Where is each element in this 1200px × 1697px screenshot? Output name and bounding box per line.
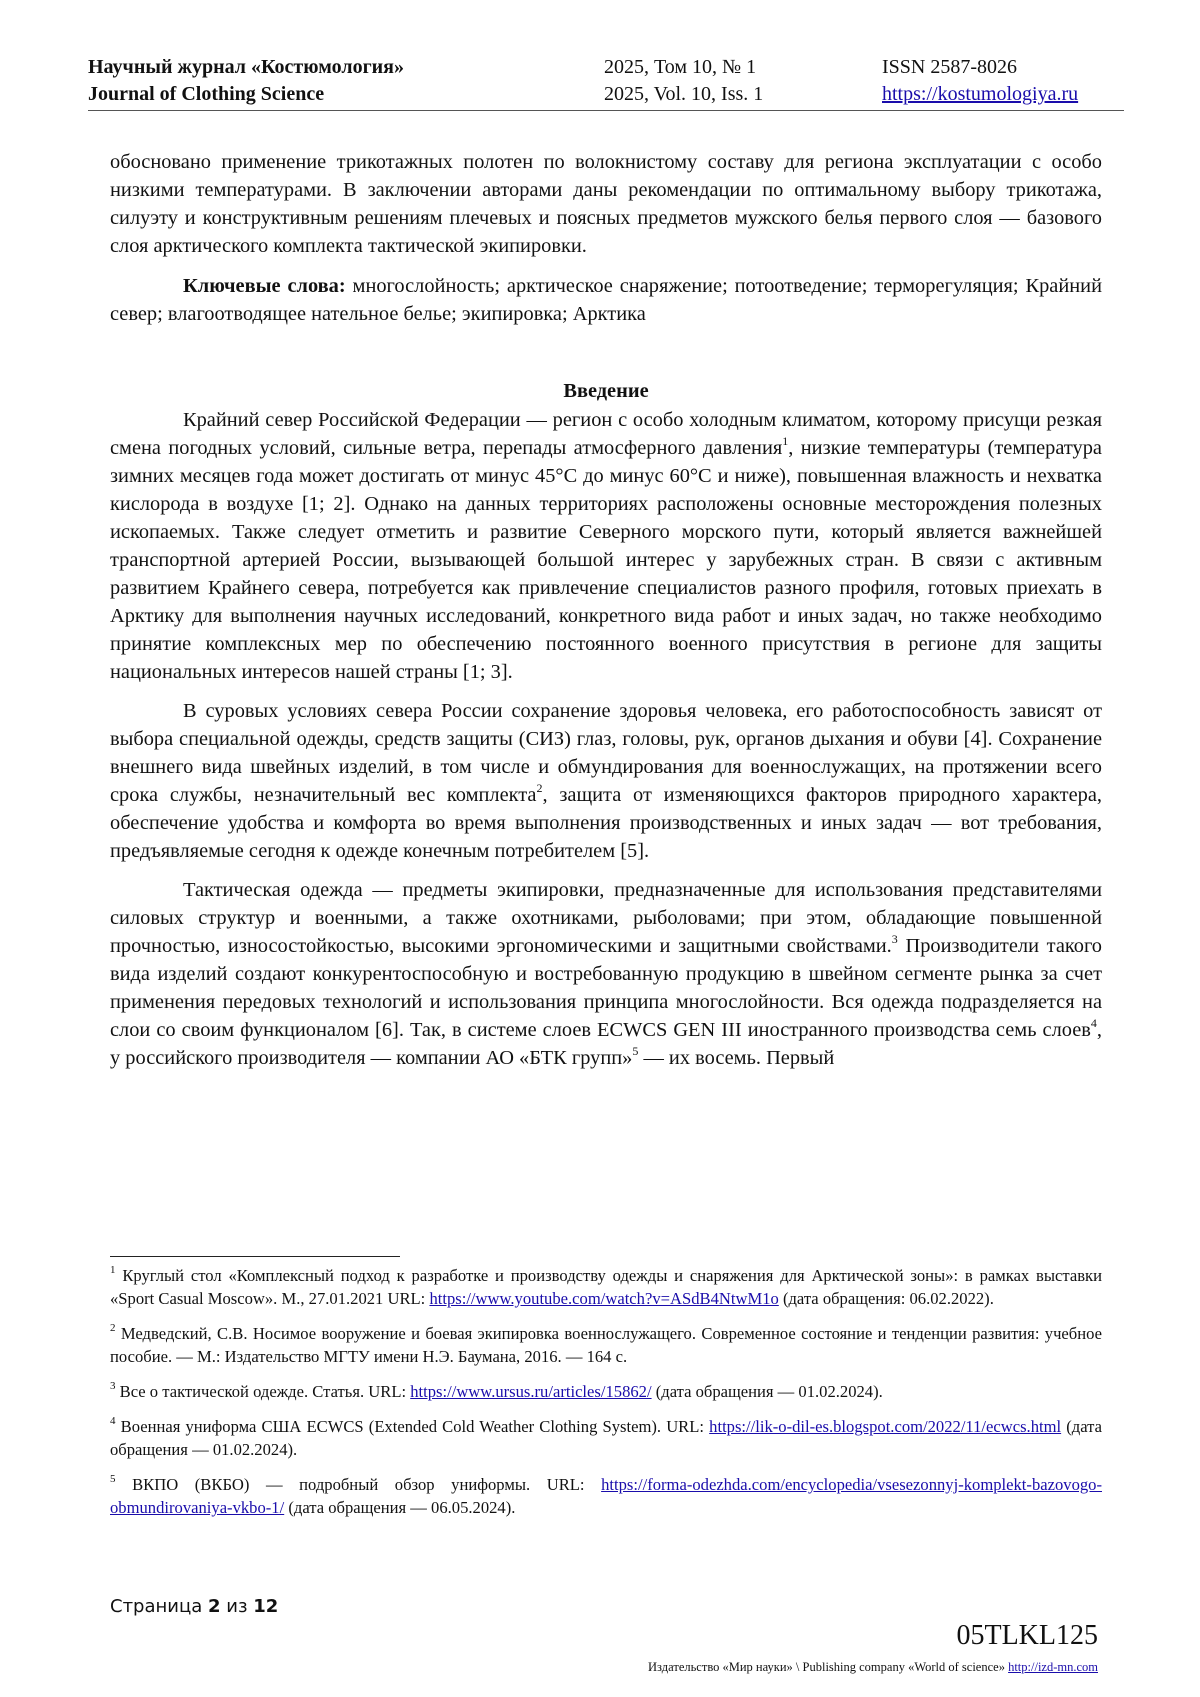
footnote-access-date: (дата обращения — 01.02.2024).	[110, 1417, 1102, 1459]
keywords-text: многослойность; арктическое снаряжение; потоотведение; терморегуляция; Крайний север; влагоотводящее нательное белье; экипировка; Арктика	[110, 275, 1102, 325]
footnote-ref-1[interactable]: 1	[782, 434, 789, 449]
footnote-access-date: (дата обращения — 01.02.2024).	[651, 1382, 883, 1401]
footnote-ref-5[interactable]: 5	[632, 1044, 639, 1059]
footnote-link[interactable]: https://lik-o-dil-es.blogspot.com/2022/11/ecwcs.html	[709, 1417, 1062, 1436]
issn-block	[882, 54, 1078, 108]
page-header	[88, 54, 1124, 111]
para1-text-a: Крайний север Российской Федерации — регион с особо холодным климатом, которому присущи резкая смена погодных условий, сильные ветра, перепады атмосферного давления	[110, 409, 1102, 459]
issn: ISSN 2587-8026	[882, 56, 1018, 78]
footnote-text: Военная униформа США ECWCS (Extended Cold Weather Clothing System). URL:	[120, 1417, 710, 1436]
footnote-number: 5	[110, 1473, 116, 1486]
footnote-3	[110, 1380, 1102, 1403]
footnote-text: Круглый стол «Комплексный подход к разработке и производству одежды и снаряжения для Арктической зоны»: в рамках выставки «Sport Casual Moscow». М., 27.01.2021 URL:	[110, 1266, 1103, 1308]
footnote-ref-4[interactable]: 4	[1090, 1016, 1097, 1031]
para2-text-b: , защита от изменяющихся факторов природного характера, обеспечение удобства и комфорта во время выполнения производственных и иных задач — вот требования, предъявляемые сегодня к одежде конечным потребителем [5].	[110, 784, 1102, 862]
publisher-link[interactable]: http://izd-mn.com	[1008, 1660, 1098, 1674]
footnote-number: 3	[110, 1380, 116, 1393]
journal-title-ru: Научный журнал «Костюмология»	[88, 56, 404, 78]
intro-paragraph-3	[110, 876, 1102, 1072]
footnote-text: Медведский, С.В. Носимое вооружение и боевая экипировка военнослужащего. Современное состояние и тенденции развития: учебное пособие. — М.: Издательство МГТУ имени Н.Э. Баумана, 2016. — 164 с.	[110, 1324, 1102, 1366]
footnote-1	[110, 1264, 1102, 1310]
footnote-access-date: (дата обращения — 06.05.2024).	[284, 1498, 516, 1517]
article-body	[110, 148, 1102, 1083]
para2-text-a: В суровых условиях севера России сохранение здоровья человека, его работоспособность зависят от выбора специальной одежды, средств защиты (СИЗ) глаз, головы, рук, органов дыхания и обуви [4]. Сохранение внешнего вида швейных изделий, в том числе и обмундирования для военнослужащих, на протяжении всего срока службы, незначительный вес комплекта	[110, 700, 1102, 806]
footnote-separator	[110, 1256, 400, 1257]
footnote-link[interactable]: https://www.youtube.com/watch?v=ASdB4NtwM1o	[429, 1289, 779, 1308]
para1-text-b: , низкие температуры (температура зимних месяцев года может достигать от минус 45°С до минус 60°С и ниже), повышенная влажность и нехватка кислорода в воздухе [1; 2]. Однако на данных территориях расположены основные месторождения полезных ископаемых. Также следует отметить и развитие Северного морского пути, который является важнейшей транспортной артерией России, вызывающей большой интерес у зарубежных стран. В связи с активным развитием Крайнего севера, потребуется как привлечение специалистов разного профиля, готовых приехать в Арктику для выполнения научных исследований, конкретного вида работ и иных задач, но также необходимо принятие комплексных мер по обеспечению постоянного военного присутствия в регионе для защиты национальных интересов нашей страны [1; 3].	[110, 437, 1102, 683]
footnote-number: 1	[110, 1264, 116, 1277]
page-counter	[110, 1596, 278, 1617]
keywords-label: Ключевые слова:	[183, 275, 346, 297]
issue-info-en: 2025, Vol. 10, Iss. 1	[604, 83, 764, 105]
footnote-text: Все о тактической одежде. Статья. URL:	[119, 1382, 411, 1401]
para3-text-d: — их восемь. Первый	[638, 1047, 835, 1069]
of-word: из	[226, 1596, 248, 1617]
footnote-2	[110, 1322, 1102, 1368]
issue-info-ru: 2025, Том 10, № 1	[604, 56, 757, 78]
footnote-number: 2	[110, 1322, 116, 1335]
issue-info	[604, 54, 763, 108]
keywords-paragraph	[110, 272, 1102, 328]
journal-title-en: Journal of Clothing Science	[88, 83, 325, 105]
journal-title	[88, 54, 404, 108]
page-word: Страница	[110, 1596, 203, 1617]
footnote-ref-2[interactable]: 2	[536, 781, 543, 796]
footnotes	[110, 1264, 1102, 1531]
para3-text-b: Производители такого вида изделий создают конкурентоспособную и востребованную продукцию в швейном сегменте рынка за счет применения передовых технологий и использования принципа многослойности. Вся одежда подразделяется на слои со своим функционалом [6]. Так, в системе слоев ECWCS GEN III иностранного производства семь слоев	[110, 935, 1102, 1041]
publisher-name: Издательство «Мир науки» \ Publishing company «World of science»	[648, 1660, 1005, 1674]
current-page-number: 2	[208, 1596, 221, 1617]
footnote-link[interactable]: https://www.ursus.ru/articles/15862/	[410, 1382, 652, 1401]
footnote-number: 4	[110, 1415, 116, 1428]
footnote-4	[110, 1415, 1102, 1461]
para3-text-c: , у российского производителя — компании АО «БТК групп»	[110, 1019, 1102, 1069]
footnote-5	[110, 1473, 1102, 1519]
section-heading-introduction: Введение	[563, 380, 649, 402]
intro-paragraph-1	[110, 406, 1102, 686]
article-code: 05TLKL125	[956, 1620, 1098, 1651]
abstract-continuation: обосновано применение трикотажных полотен по волокнистому составу для региона эксплуатации с особо низкими температурами. В заключении авторами даны рекомендации по оптимальному выбору трикотажа, силуэту и конструктивным решениям плечевых и поясных предметов мужского белья первого слоя — базового слоя арктического комплекта тактической экипировки.	[110, 151, 1102, 257]
publisher-line	[648, 1660, 1098, 1675]
footnote-text: ВКПО (ВКБО) — подробный обзор униформы. URL:	[132, 1475, 602, 1494]
journal-url-link[interactable]: https://kostumologiya.ru	[882, 83, 1079, 105]
footnote-access-date: (дата обращения: 06.02.2022).	[778, 1289, 994, 1308]
footnote-link[interactable]: https://forma-odezhda.com/encyclopedia/vsesezonnyj-komplekt-bazovogo-obmundirovaniya-vkbo-1/	[110, 1475, 1102, 1517]
intro-paragraph-2	[110, 697, 1102, 865]
para3-text-a: Тактическая одежда — предметы экипировки, предназначенные для использования представителями силовых структур и военными, а также охотниками, рыболовами; при этом, обладающие повышенной прочностью, износостойкостью, высокими эргономическими и защитными свойствами.	[110, 879, 1102, 957]
footnote-ref-3[interactable]: 3	[891, 932, 898, 947]
total-pages: 12	[253, 1596, 279, 1617]
